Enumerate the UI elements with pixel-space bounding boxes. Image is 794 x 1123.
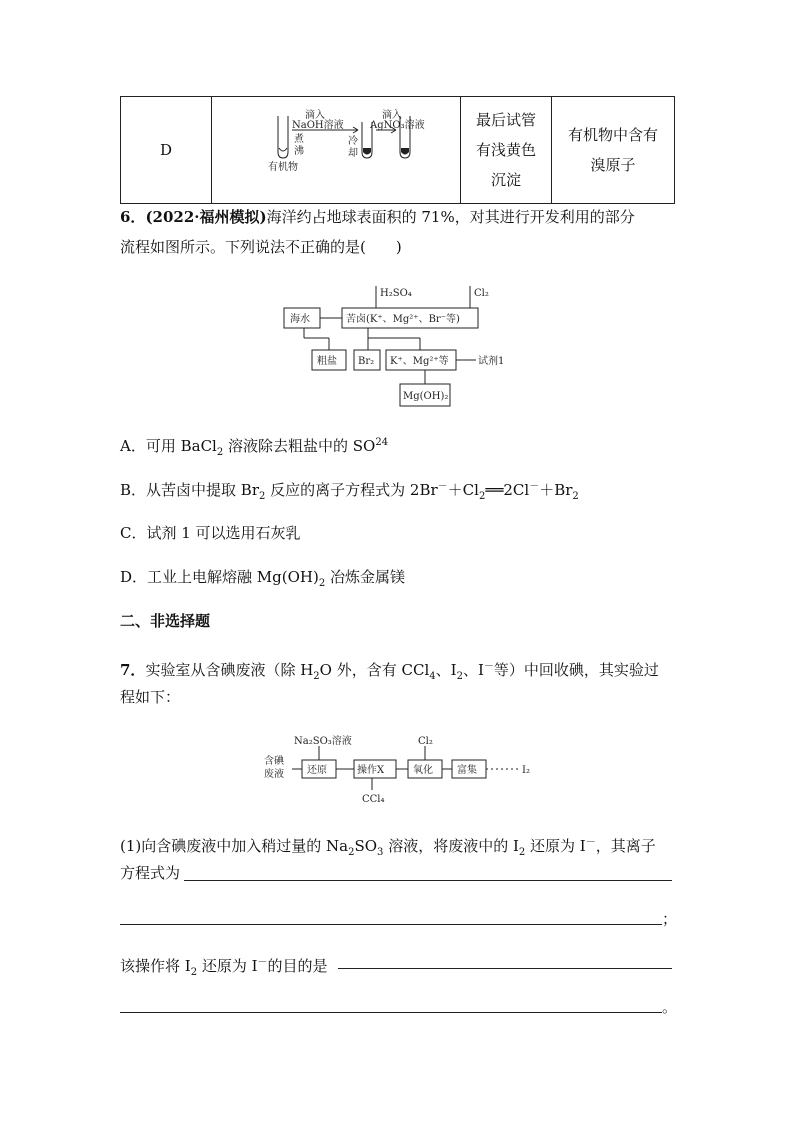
add-naoh-top: 滴入 bbox=[305, 110, 325, 121]
operation-x-box: 操作X bbox=[357, 765, 385, 776]
add-agno3-bottom: AgNO₃溶液 bbox=[370, 120, 425, 131]
svg-text:Na₂SO₃溶液: Na₂SO₃溶液 bbox=[294, 736, 352, 747]
svg-text:CCl₄: CCl₄ bbox=[362, 794, 385, 805]
coarse-salt-box: 粗盐 bbox=[317, 356, 337, 367]
svg-text:Cl₂: Cl₂ bbox=[418, 736, 433, 747]
period: 。 bbox=[662, 998, 678, 1016]
iodine-flow-diagram bbox=[262, 732, 542, 808]
answer-blank-2[interactable] bbox=[120, 924, 662, 925]
svg-text:含碘: 含碘 bbox=[264, 756, 284, 767]
q6-option-c: C．试剂 1 可以选用石灰乳 bbox=[120, 524, 301, 542]
svg-text:冷: 冷 bbox=[348, 136, 358, 147]
add-naoh-bottom: NaOH溶液 bbox=[292, 120, 344, 131]
conclusion-cell: 有机物中含有 溴原子 bbox=[567, 126, 658, 174]
answer-blank-4[interactable] bbox=[120, 1012, 662, 1013]
oxidize-box: 氧化 bbox=[413, 765, 433, 776]
seawater-flow-diagram bbox=[280, 282, 520, 410]
section-heading: 二、非选择题 bbox=[120, 612, 211, 630]
q7-line2: 程如下： bbox=[120, 688, 181, 706]
svg-text:废液: 废液 bbox=[264, 769, 284, 780]
bittern-box: 苦卤(K⁺、Mg²⁺、Br⁻等) bbox=[346, 314, 460, 325]
q7-line1: 7．实验室从含碘废液（除 $H_2O$ 外，含有 CCl$_4$、$I_2$、I－等）中回收碘，其实验过 bbox=[120, 661, 659, 682]
answer-blank-1[interactable] bbox=[184, 880, 672, 881]
organic-label: 有机物 bbox=[268, 162, 298, 173]
row-label: D bbox=[159, 141, 173, 159]
answer-blank-3[interactable] bbox=[338, 968, 672, 969]
svg-text:煮: 煮 bbox=[294, 134, 304, 145]
svg-text:H₂SO₄: H₂SO₄ bbox=[380, 288, 412, 299]
q7-sub1-line1: (1)向含碘废液中加入稍过量的 $Na_2SO_3$ 溶液，将废液中的 $I_2$ 还原为 I－，其离子 bbox=[120, 837, 656, 858]
q6-option-d: D．工业上电解熔融 $Mg(OH)_2$ 冶炼金属镁 bbox=[120, 568, 405, 589]
k-mg-box: K⁺、Mg²⁺等 bbox=[390, 356, 449, 367]
q6-source: (2022·福州模拟) bbox=[145, 208, 267, 226]
q6-line1: 6．(2022·福州模拟)海洋约占地球表面积的 71%，对其进行开发利用的部分 bbox=[120, 208, 635, 226]
q6-line2: 流程如图所示。下列说法不正确的是( ) bbox=[120, 238, 402, 256]
apparatus-diagram bbox=[212, 97, 460, 203]
q7-sub2-line1: 该操作将 $I_2$ 还原为 I－的目的是 bbox=[120, 957, 328, 978]
add-agno3-top: 滴入 bbox=[382, 110, 402, 121]
q7-sub1-line2: 方程式为 bbox=[120, 864, 181, 882]
phenomenon-cell: 最后试管 有浅黄色 沉淀 bbox=[475, 111, 536, 189]
q6-option-a: A．可用 BaCl$_2$ 溶液除去粗盐中的 SO$^{24}$ bbox=[120, 437, 389, 458]
reagent1-label: 试剂1 bbox=[478, 356, 505, 367]
svg-text:Cl₂: Cl₂ bbox=[474, 288, 489, 299]
br2-box: Br₂ bbox=[358, 356, 375, 367]
mgoh2-box: Mg(OH)₂ bbox=[403, 391, 449, 402]
q6-option-b: B．从苦卤中提取 $Br_2$ 反应的离子方程式为 $2Br^-+Cl_2══2Cl^-+Br_2$ bbox=[120, 481, 579, 502]
svg-text:却: 却 bbox=[348, 148, 358, 159]
svg-text:沸: 沸 bbox=[294, 146, 304, 157]
svg-text:I₂: I₂ bbox=[522, 765, 530, 776]
semicolon: ； bbox=[662, 910, 678, 928]
seawater-box: 海水 bbox=[290, 314, 310, 325]
enrich-box: 富集 bbox=[457, 765, 477, 776]
experiment-table-row bbox=[120, 96, 675, 204]
reduce-box: 还原 bbox=[307, 765, 327, 776]
